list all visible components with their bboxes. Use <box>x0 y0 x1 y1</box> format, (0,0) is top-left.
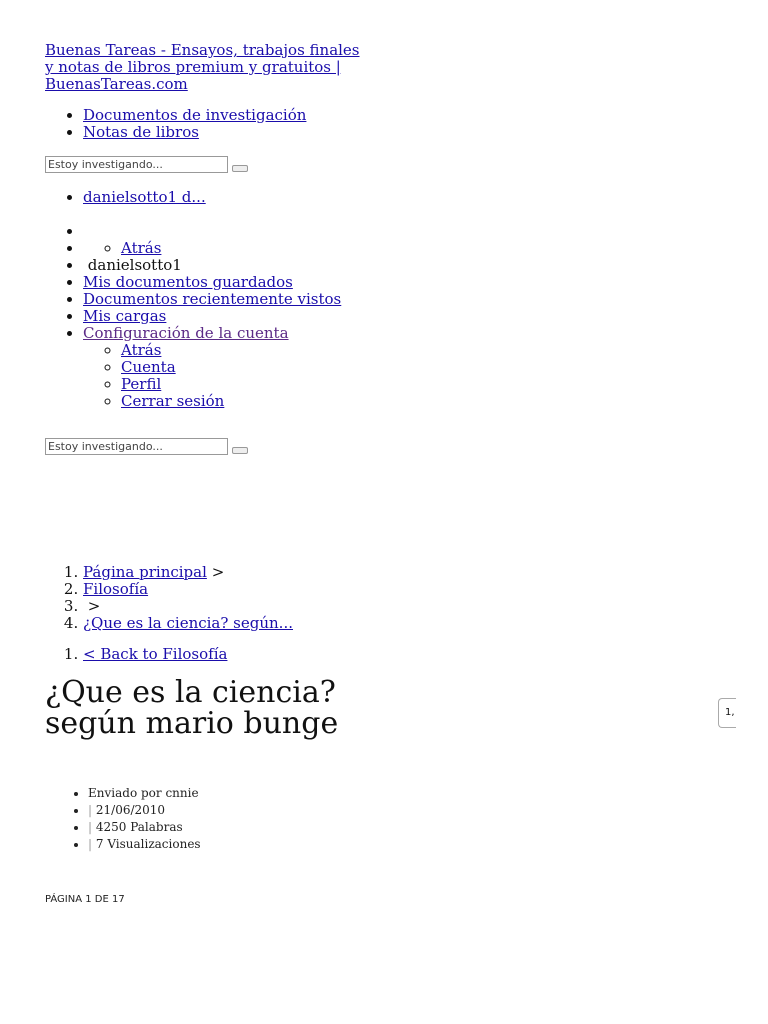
meta-views <box>88 836 201 853</box>
search-button-secondary[interactable] <box>232 447 248 454</box>
breadcrumb-separator: > <box>87 597 101 615</box>
user-menu-empty-item <box>83 223 341 240</box>
user-menu-toggle[interactable]: danielsotto1 d... <box>83 188 206 206</box>
breadcrumb-separator-item <box>83 598 293 615</box>
user-menu-toggle-item <box>83 189 341 206</box>
page-title: ¿Que es la ciencia? según mario bunge <box>45 675 339 741</box>
meta-separator: | <box>88 820 93 834</box>
user-menu-back-item <box>83 240 341 257</box>
page-indicator: PÁGINA 1 DE 17 <box>45 894 125 905</box>
breadcrumb-current-item <box>83 615 293 632</box>
search-bar-bottom <box>45 438 267 454</box>
breadcrumb-home-item <box>83 564 293 581</box>
settings-profile-item <box>121 376 341 393</box>
back-to-category-link[interactable]: < Back to Filosofía <box>83 645 228 663</box>
date-label: 21/06/2010 <box>95 803 166 817</box>
breadcrumb-home-link[interactable]: Página principal <box>83 563 207 581</box>
search-bar-top <box>45 156 267 172</box>
breadcrumb-category-link[interactable]: Filosofía <box>83 580 149 598</box>
recently-viewed-link[interactable]: Documentos recientemente vistos <box>83 290 342 308</box>
settings-back-item <box>121 342 341 359</box>
nav-link-research-papers[interactable]: Documentos de investigación <box>83 106 307 124</box>
user-menu-back-list <box>83 240 341 257</box>
search-button[interactable] <box>232 165 248 172</box>
settings-back-link[interactable]: Atrás <box>121 341 162 359</box>
user-menu-settings-item <box>83 325 341 410</box>
logout-link[interactable]: Cerrar sesión <box>121 392 225 410</box>
view-count-label: 7 Visualizaciones <box>95 837 201 851</box>
nav-item-book-notes <box>83 124 306 141</box>
user-menu-username-item <box>83 257 341 274</box>
breadcrumb-current-link[interactable]: ¿Que es la ciencia? según... <box>83 614 293 632</box>
site-title-link[interactable]: Buenas Tareas - Ensayos, trabajos finales y notas de libros premium y gratuitos | BuenasTareas.com <box>45 41 360 93</box>
search-input[interactable] <box>45 156 228 173</box>
floating-tab-label: 1, <box>725 707 735 718</box>
nav-item-research-papers <box>83 107 306 124</box>
saved-documents-link[interactable]: Mis documentos guardados <box>83 273 293 291</box>
floating-tab[interactable] <box>718 698 736 728</box>
settings-account-item <box>121 359 341 376</box>
document-meta <box>45 785 201 853</box>
settings-logout-item <box>121 393 341 410</box>
breadcrumb-separator: > <box>211 563 225 581</box>
meta-author <box>88 785 201 802</box>
user-menu-back-entry <box>121 240 341 257</box>
search-input-secondary[interactable] <box>45 438 228 455</box>
settings-account-link[interactable]: Cuenta <box>121 358 176 376</box>
my-uploads-link[interactable]: Mis cargas <box>83 307 167 325</box>
user-menu-uploads-item <box>83 308 341 325</box>
meta-words <box>88 819 201 836</box>
breadcrumb-category-item <box>83 581 293 598</box>
user-menu <box>45 189 341 410</box>
user-menu-back-link[interactable]: Atrás <box>121 239 162 257</box>
meta-date <box>88 802 201 819</box>
account-settings-link[interactable]: Configuración de la cuenta <box>83 324 289 342</box>
username-label: danielsotto1 <box>87 256 182 274</box>
breadcrumb <box>45 564 293 632</box>
main-nav <box>45 107 306 141</box>
settings-submenu <box>83 342 341 410</box>
user-menu-saved-item <box>83 274 341 291</box>
nav-link-book-notes[interactable]: Notas de libros <box>83 123 199 141</box>
meta-separator: | <box>88 803 93 817</box>
meta-separator: | <box>88 837 93 851</box>
back-navigation <box>45 646 227 663</box>
user-menu-recent-item <box>83 291 341 308</box>
word-count-label: 4250 Palabras <box>95 820 183 834</box>
settings-profile-link[interactable]: Perfil <box>121 375 162 393</box>
back-item <box>83 646 227 663</box>
author-label: Enviado por cnnie <box>88 786 199 800</box>
